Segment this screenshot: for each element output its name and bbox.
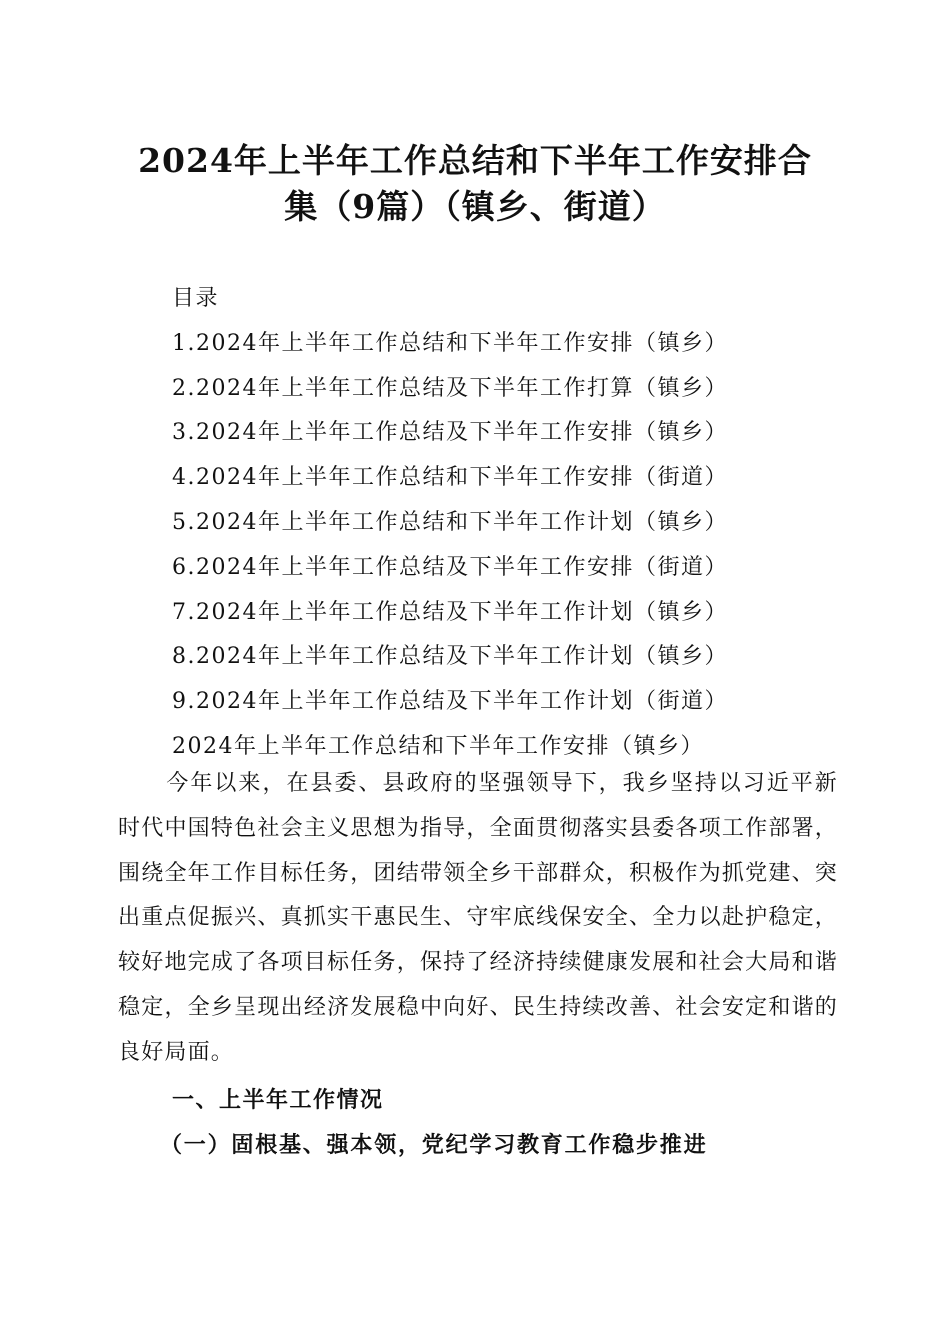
toc-item-3: 3.2024年上半年工作总结及下半年工作安排（镇乡）	[172, 420, 728, 446]
toc-item-2: 2.2024年上半年工作总结及下半年工作打算（镇乡）	[172, 375, 728, 401]
document-title	[110, 138, 840, 230]
toc-item-1: 1.2024年上半年工作总结和下半年工作安排（镇乡）	[172, 330, 728, 356]
intro-paragraph: 今年以来，在县委、县政府的坚强领导下，我乡坚持以习近平新时代中国特色社会主义思想为指导，全面贯彻落实县委各项工作部署，围绕全年工作目标任务，团结带领全乡干部群众，积极作为抓党建、突出重点促振兴、真抓实干惠民生、守牢底线保安全、全力以赴护稳定，较好地完成了各项目标任务，保持了经济持续健康发展和社会大局和谐稳定，全乡呈现出经济发展稳中向好、民生持续改善、社会安定和谐的良好局面。	[118, 771, 838, 1065]
toc-item-4: 4.2024年上半年工作总结和下半年工作安排（街道）	[172, 465, 728, 491]
heading-level-2: （一）固根基、强本领，党纪学习教育工作稳步推进	[160, 1132, 708, 1158]
heading-level-1: 一、上半年工作情况	[172, 1088, 384, 1113]
toc-item-5: 5.2024年上半年工作总结和下半年工作计划（镇乡）	[172, 509, 728, 535]
toc-item-8: 8.2024年上半年工作总结及下半年工作计划（镇乡）	[172, 644, 728, 670]
document-title-line-1: 2024年上半年工作总结和下半年工作安排合	[138, 141, 812, 180]
toc-item-9: 9.2024年上半年工作总结及下半年工作计划（街道）	[172, 689, 728, 715]
toc-item-6: 6.2024年上半年工作总结及下半年工作安排（街道）	[172, 554, 728, 580]
table-of-contents	[172, 277, 872, 770]
toc-heading: 目录	[172, 286, 220, 311]
document-title-line-2: 集（9篇）（镇乡、街道）	[284, 187, 666, 226]
section-title: 2024年上半年工作总结和下半年工作安排（镇乡）	[172, 733, 704, 759]
toc-item-7: 7.2024年上半年工作总结及下半年工作计划（镇乡）	[172, 599, 728, 625]
